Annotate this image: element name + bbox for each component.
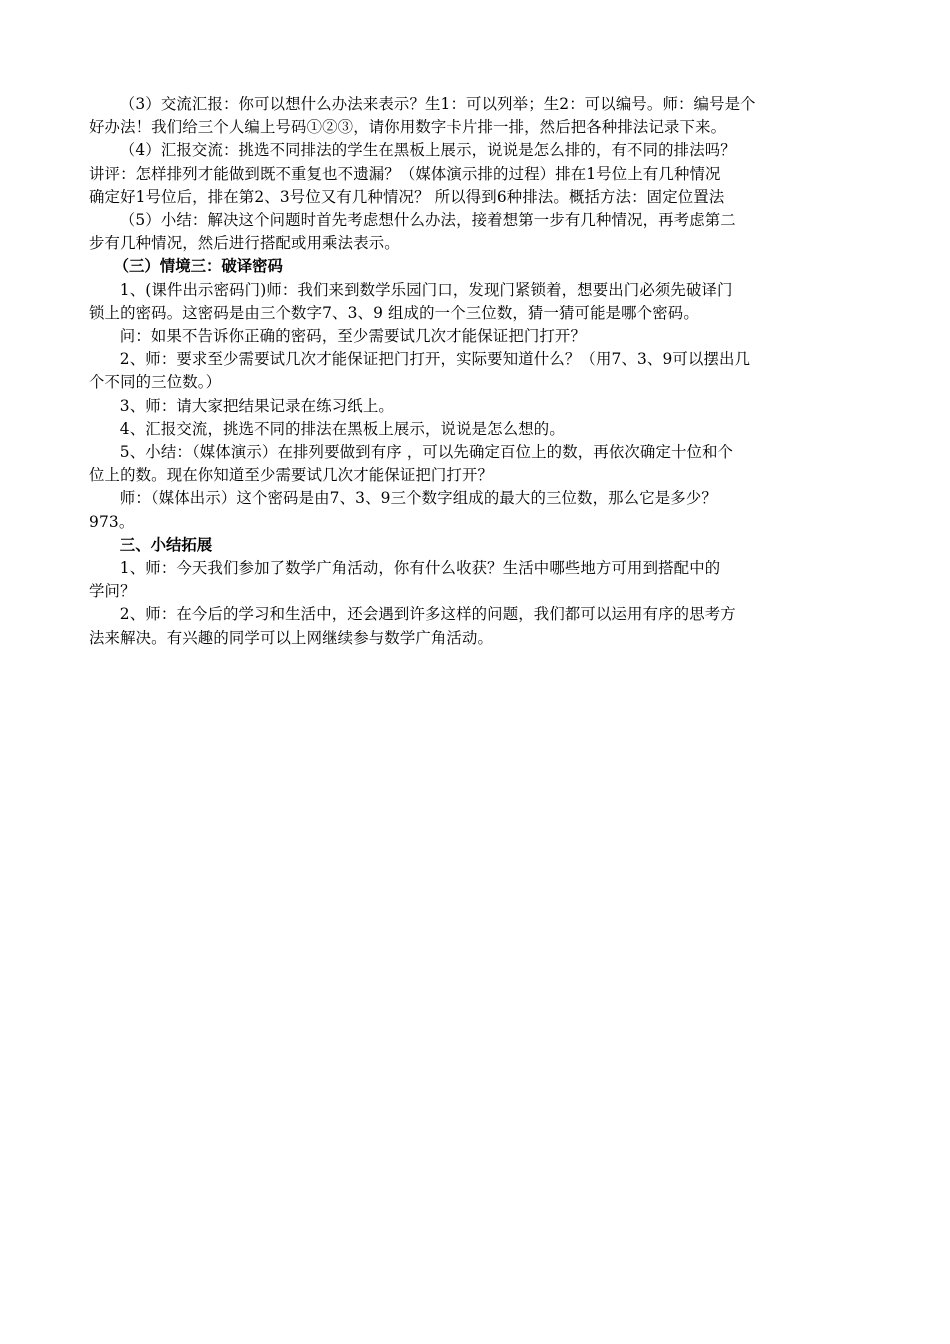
paragraph [89,603,861,649]
section-heading [89,534,861,557]
paragraph [89,395,861,418]
text-line: 1、(课件出示密码门)师：我们来到数学乐园门口，发现门紧锁着，想要出门必须先破译门 [119,280,733,299]
paragraph [89,209,861,255]
text-line: 步有几种情况，然后进行搭配或用乘法表示。 [89,234,400,253]
text-line: 锁上的密码。这密码是由三个数字7、3、9 组成的一个三位数，猜一猜可能是哪个密码。 [89,303,699,322]
paragraph [89,418,861,441]
document-page [89,93,861,650]
text-line: 师：（媒体出示）这个密码是由7、3、9三个数字组成的最大的三位数，那么它是多少？ [119,489,717,508]
paragraph [89,557,861,603]
text-line: 学问？ [89,582,136,601]
document-body [89,93,861,650]
text-line: 2、师：在今后的学习和生活中，还会遇到许多这样的问题，我们都可以运用有序的思考方 [119,605,736,624]
paragraph [89,348,861,394]
paragraph [89,325,861,348]
text-line: 973。 [89,512,135,531]
text-line: （5）小结：解决这个问题时首先考虑想什么办法，接着想第一步有几种情况，再考虑第二 [119,211,736,230]
text-line: 问：如果不告诉你正确的密码，至少需要试几次才能保证把门打开？ [119,327,587,346]
text-line: 4、汇报交流，挑选不同的排法在黑板上展示，说说是怎么想的。 [119,419,565,438]
text-line: （4）汇报交流：挑选不同排法的学生在黑板上展示，说说是怎么排的，有不同的排法吗？ [119,141,736,160]
text-line: 确定好1号位后，排在第2、3号位又有几种情况？ 所以得到6种排法。概括方法：固定位置法 [89,187,725,206]
text-line: 位上的数。现在你知道至少需要试几次才能保证把门打开？ [89,466,494,485]
paragraph [89,279,861,325]
text-line: 法来解决。有兴趣的同学可以上网继续参与数学广角活动。 [89,628,494,647]
text-line: 2、师：要求至少需要试几次才能保证把门打开，实际要知道什么？（用7、3、9可以摆出几 [119,350,751,369]
subsection-heading [89,255,861,278]
text-line: 3、师：请大家把结果记录在练习纸上。 [119,396,394,415]
text-line: 1、师：今天我们参加了数学广角活动，你有什么收获？生活中哪些地方可用到搭配中的 [119,559,721,578]
paragraph [89,487,861,533]
paragraph [89,139,861,209]
text-line: （3）交流汇报：你可以想什么办法来表示？生1：可以列举；生2：可以编号。师：编号是个 [119,95,756,113]
paragraph [89,93,861,139]
paragraph [89,441,861,487]
text-line: 三、小结拓展 [119,535,213,554]
text-line: （三）情境三：破译密码 [113,257,283,276]
text-line: 好办法！我们给三个人编上号码①②③，请你用数字卡片排一排，然后把各种排法记录下来。 [89,118,727,137]
text-line: 讲评：怎样排列才能做到既不重复也不遗漏？（媒体演示排的过程）排在1号位上有几种情况 [89,164,721,183]
text-line: 个不同的三位数。） [89,373,222,392]
text-line: 5、小结：（媒体演示）在排列要做到有序 ，可以先确定百位上的数，再依次确定十位和个 [119,443,734,462]
